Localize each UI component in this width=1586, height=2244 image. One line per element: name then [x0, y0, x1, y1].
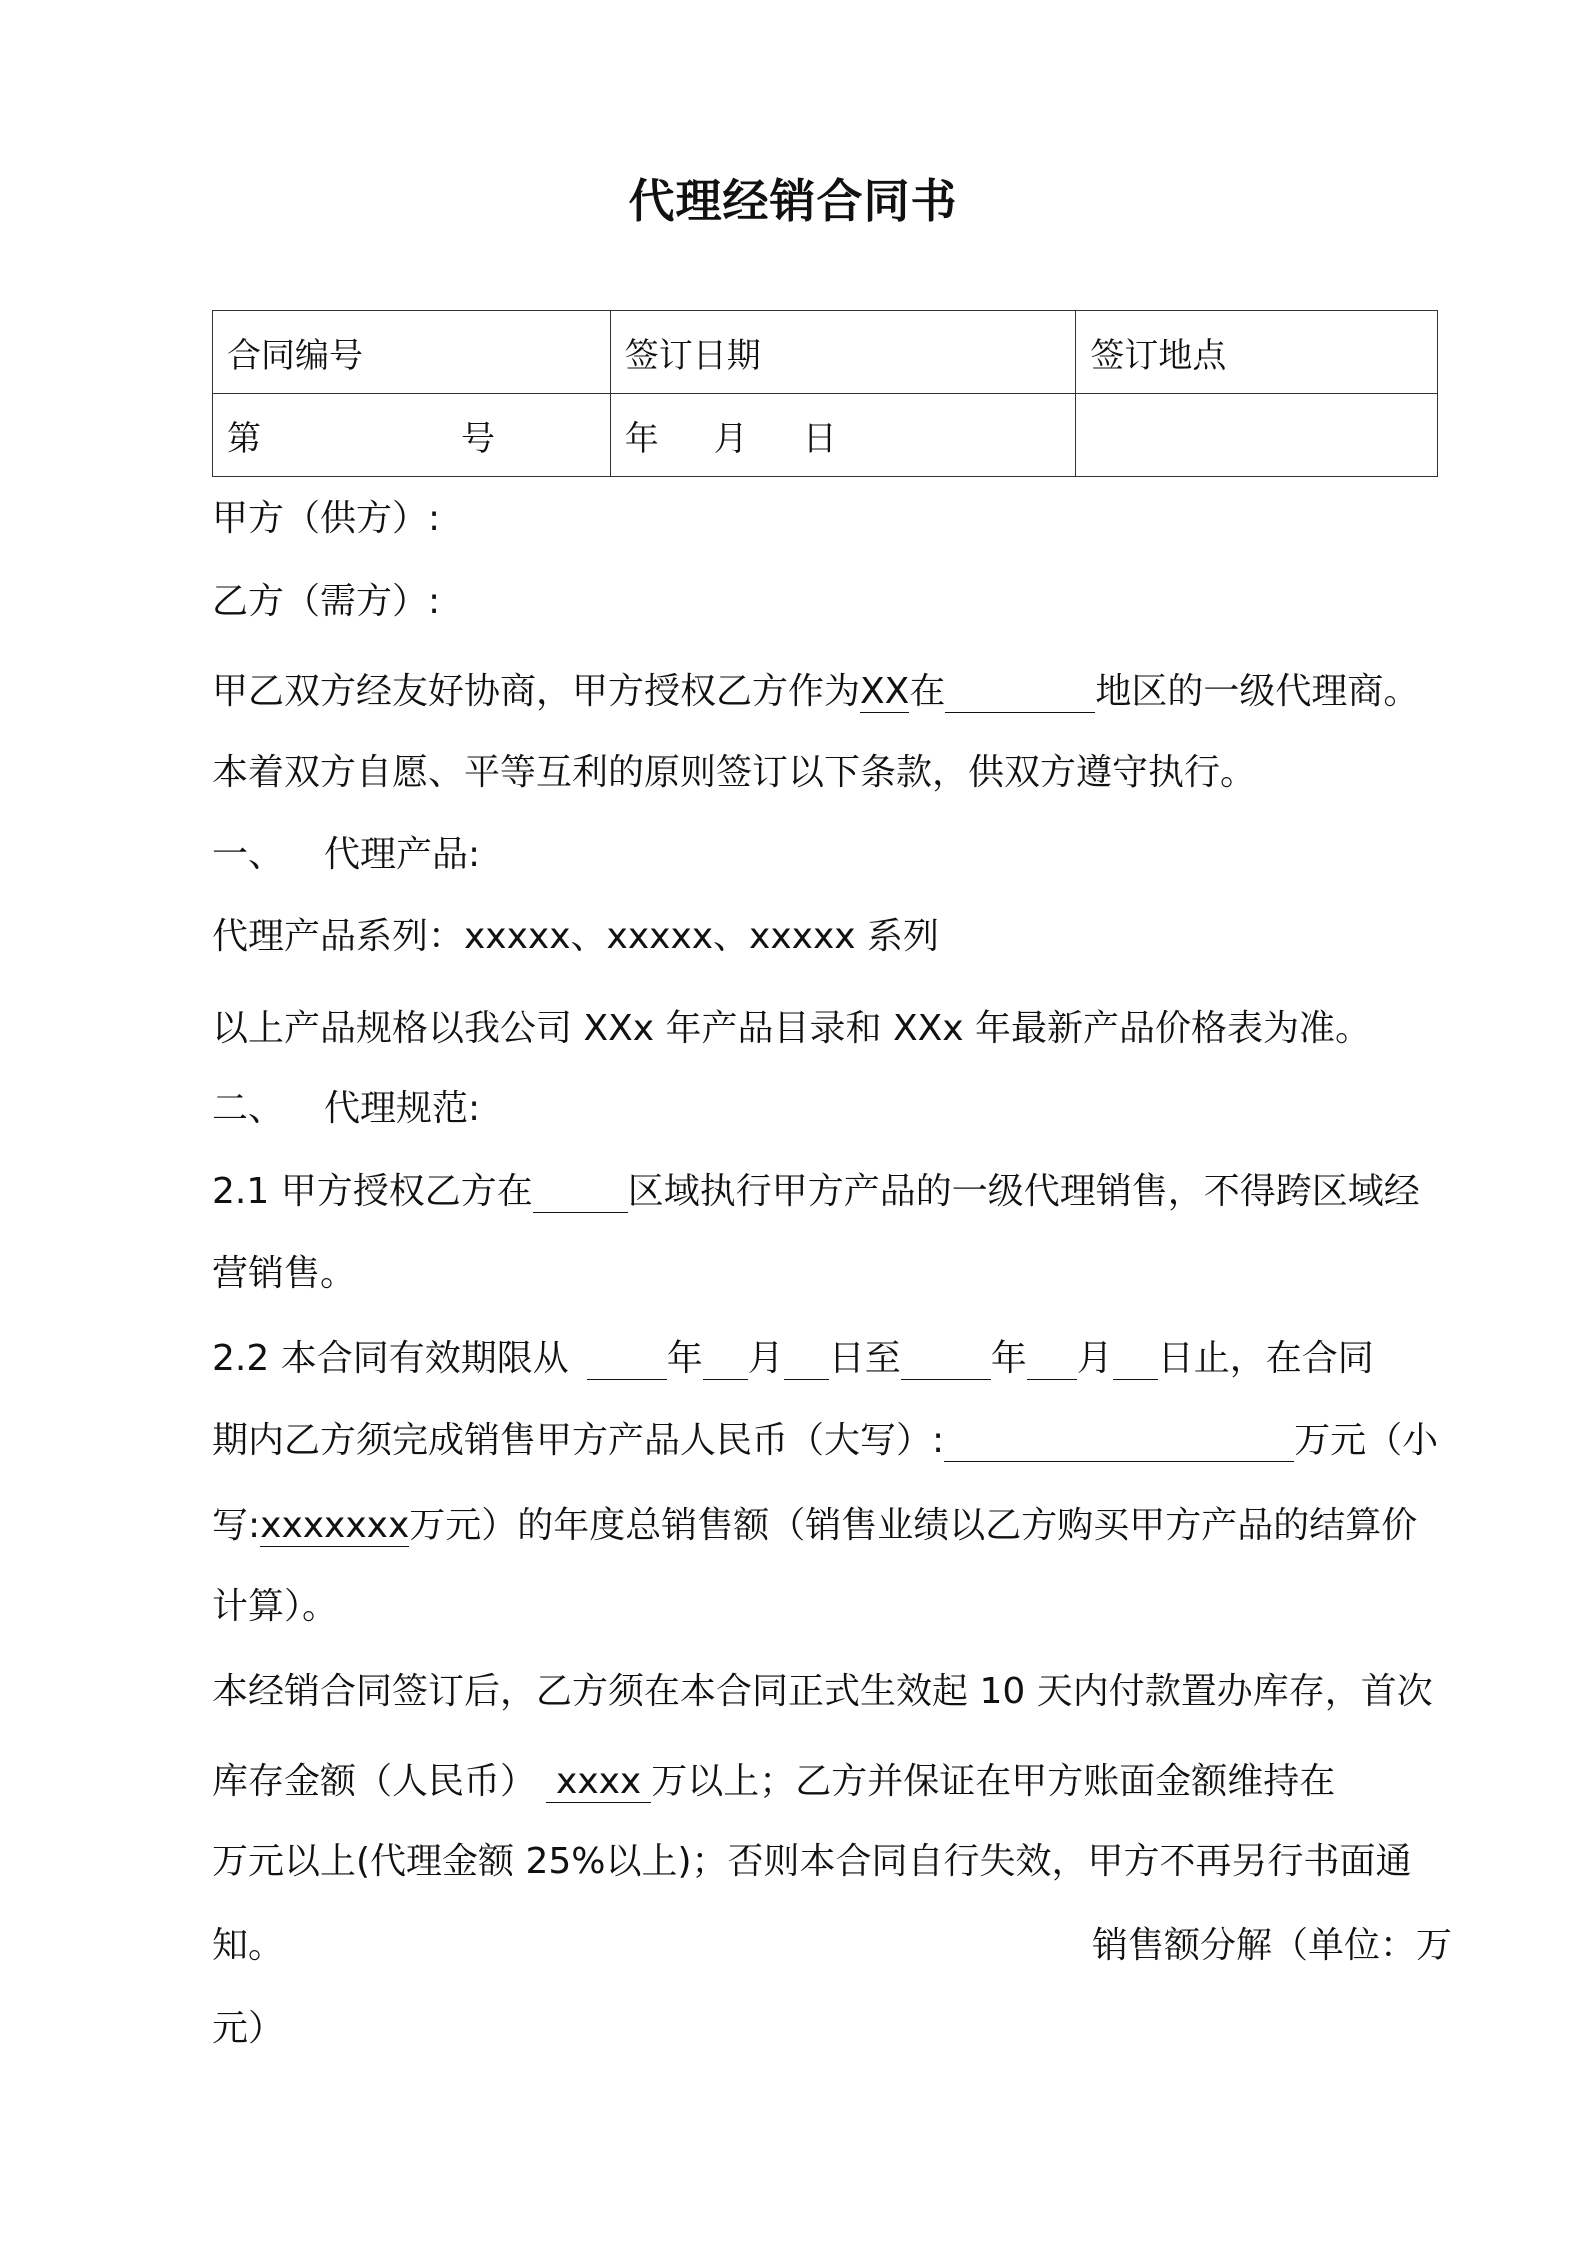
- contract-info-table: [212, 310, 1438, 477]
- table-value-row: [213, 394, 1438, 477]
- signing-date-cell: [610, 394, 1076, 477]
- stock-line-4: 知。 销售额分解（单位：万: [212, 1917, 1452, 1968]
- clause-2-2-line-4: 计算）。: [212, 1586, 339, 1627]
- date-day: 日: [802, 418, 837, 459]
- date-year: 年: [624, 418, 659, 459]
- intro-line-1: 甲乙双方经友好协商，甲方授权乙方作为XX在 地区的一级代理商。: [212, 671, 1420, 712]
- signing-place-cell: [1076, 394, 1438, 477]
- signing-date-header: 签订日期: [610, 311, 1076, 394]
- party-a-label: 甲方（供方）:: [212, 498, 441, 539]
- amount-uppercase-blank: [944, 1420, 1294, 1462]
- table-header-row: [213, 311, 1438, 394]
- stock-line-2: 库存金额（人民币） xxxx 万以上；乙方并保证在甲方账面金额维持在: [212, 1761, 1336, 1802]
- stock-line-3: 万元以上(代理金额 25%以上)；否则本合同自行失效，甲方不再另行书面通: [212, 1841, 1412, 1882]
- intro-line-2: 本着双方自愿、平等互利的原则签订以下条款，供双方遵守执行。: [212, 752, 1257, 793]
- clause-2-2-line-2: 期内乙方须完成销售甲方产品人民币（大写）: 万元（小: [212, 1420, 1439, 1461]
- stock-line-1: 本经销合同签订后，乙方须在本合同正式生效起 10 天内付款置办库存，首次: [212, 1671, 1433, 1712]
- date-month: 月: [713, 418, 748, 459]
- document-title: 代理经销合同书: [628, 174, 958, 228]
- amount-figure: xxxxxxx: [260, 1505, 410, 1546]
- party-b-label: 乙方（需方）:: [212, 581, 441, 622]
- brand-blank: XX: [860, 671, 910, 712]
- stock-amount: xxxx: [546, 1761, 651, 1803]
- section-2-heading: 二、 代理规范:: [212, 1088, 481, 1129]
- product-catalog-note: 以上产品规格以我公司 XXx 年产品目录和 XXx 年最新产品价格表为准。: [212, 1008, 1372, 1049]
- section-1-heading: 一、 代理产品:: [212, 834, 481, 875]
- sales-breakdown-label: 销售额分解（单位：万: [1091, 1925, 1452, 1966]
- clause-2-1-line-1: 2.1 甲方授权乙方在 区域执行甲方产品的一级代理销售，不得跨区域经: [212, 1171, 1420, 1212]
- area-blank: [533, 1171, 628, 1213]
- number-prefix: 第: [227, 418, 261, 459]
- product-series: 代理产品系列：xxxxx、xxxxx、xxxxx 系列: [212, 916, 940, 957]
- clause-2-2-line-1: 2.2 本合同有效期限从 年 月 日至 年 月 日止，在合同: [212, 1338, 1374, 1379]
- clause-2-2-line-3: 写:xxxxxxx万元）的年度总销售额（销售业绩以乙方购买甲方产品的结算价: [212, 1505, 1418, 1546]
- signing-place-header: 签订地点: [1076, 311, 1438, 394]
- region-blank: [945, 671, 1095, 713]
- number-suffix: 号: [461, 418, 495, 459]
- clause-2-1-line-2: 营销售。: [212, 1253, 357, 1294]
- contract-number-header: 合同编号: [213, 311, 611, 394]
- stock-line-5: 元）: [212, 2008, 285, 2049]
- contract-number-cell: [213, 394, 611, 477]
